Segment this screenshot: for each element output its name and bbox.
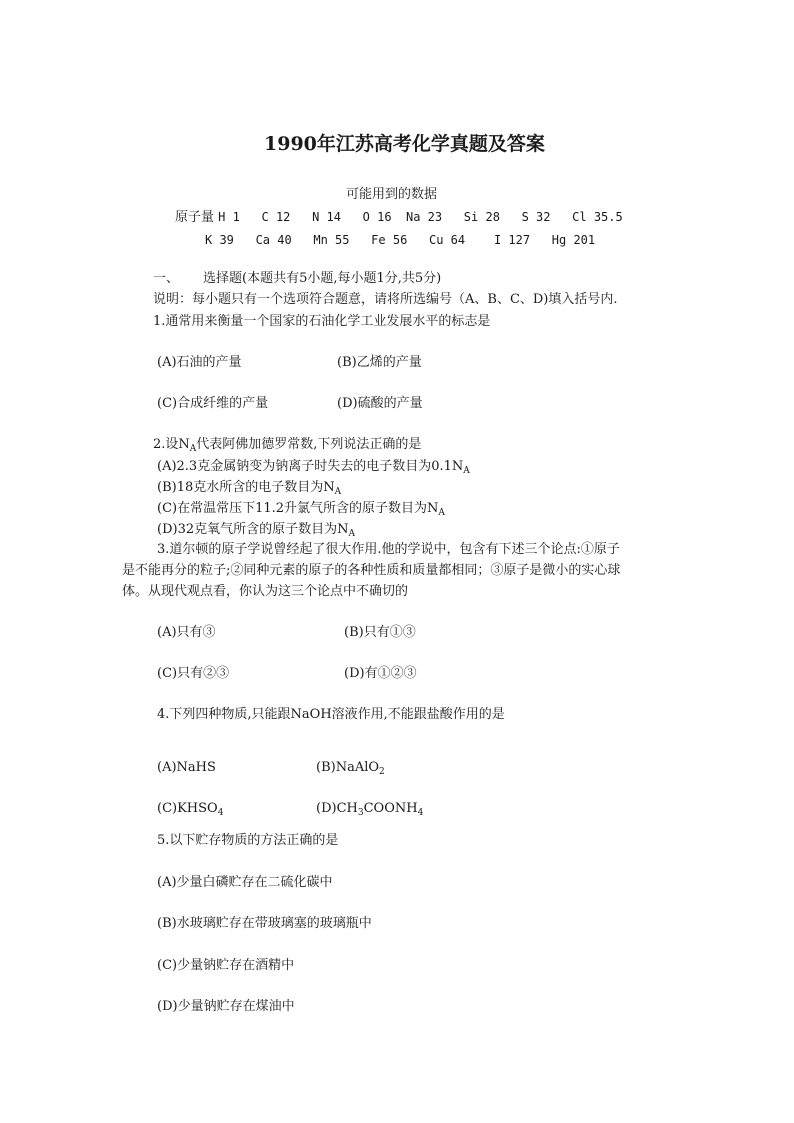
q2-option-b bbox=[157, 479, 341, 497]
q3-stem-line-3: 体。从现代观点看，你认为这三个论点中不确切的 bbox=[122, 584, 409, 599]
q2-stem-subscript: A bbox=[189, 444, 197, 454]
q3-stem-line-2: 是不能再分的粒子;②同种元素的原子的各种性质和质量都相同；③原子是微小的实心球 bbox=[122, 563, 621, 578]
section-note: 说明：每小题只有一个选项符合题意，请将所选编号（A、B、C、D)填入括号内. bbox=[153, 292, 618, 307]
q4-option-d-subscript-2: 4 bbox=[417, 808, 424, 818]
q5-stem: 5.以下贮存物质的方法正确的是 bbox=[157, 833, 339, 848]
data-header: 可能用到的数据 bbox=[346, 187, 438, 202]
q4-option-d-subscript-1: 3 bbox=[357, 808, 364, 818]
q3-option-d: (D)有①②③ bbox=[344, 666, 417, 681]
page-title: 1990年江苏高考化学真题及答案 bbox=[264, 133, 545, 155]
q4-option-d-text: (D)CH bbox=[316, 801, 358, 816]
q2-option-b-text: (B)18克水所含的电子数目为N bbox=[157, 480, 335, 495]
q2-option-a-text: (A)2.3克金属钠变为钠离子时失去的电子数目为0.1N bbox=[157, 459, 464, 474]
atomic-weight-values-1: H 1 C 12 N 14 O 16 Na 23 Si 28 S 32 Cl 35.5 bbox=[218, 210, 623, 224]
q2-option-a-subscript: A bbox=[463, 466, 470, 476]
q4-option-c bbox=[157, 800, 223, 818]
q2-option-d-subscript: A bbox=[348, 529, 355, 539]
q2-option-c-text: (C)在常温常压下11.2升氯气所含的原子数目为N bbox=[157, 501, 439, 516]
q3-option-b: (B)只有①③ bbox=[344, 625, 416, 640]
q1-option-d: (D)硫酸的产量 bbox=[337, 396, 423, 411]
q4-stem: 4.下列四种物质,只能跟NaOH溶液作用,不能跟盐酸作用的是 bbox=[157, 707, 505, 722]
q5-option-d: (D)少量钠贮存在煤油中 bbox=[157, 999, 295, 1014]
q3-option-a: (A)只有③ bbox=[157, 625, 216, 640]
q2-option-d bbox=[157, 521, 355, 539]
q5-option-b: (B)水玻璃贮存在带玻璃塞的玻璃瓶中 bbox=[157, 916, 372, 931]
q2-stem-text-end: 代表阿佛加德罗常数,下列说法正确的是 bbox=[196, 437, 422, 452]
q3-stem-line-1: 3.道尔顿的原子学说曾经起了很大作用.他的学说中，包含有下述三个论点:①原子 bbox=[157, 542, 620, 557]
q4-option-c-text: (C)KHSO bbox=[157, 801, 218, 816]
q5-option-a: (A)少量白磷贮存在二硫化碳中 bbox=[157, 875, 333, 890]
q1-option-c: (C)合成纤维的产量 bbox=[157, 396, 269, 411]
q4-option-b-text: (B)NaAlO bbox=[316, 760, 380, 775]
atomic-weight-label: 原子量 bbox=[175, 210, 215, 225]
q2-stem-text: 2.设N bbox=[153, 437, 190, 452]
q2-stem bbox=[153, 436, 421, 454]
q2-option-a bbox=[157, 458, 470, 476]
q4-option-b-subscript: 2 bbox=[379, 767, 385, 777]
q4-option-a: (A)NaHS bbox=[157, 760, 216, 775]
q4-option-c-subscript: 4 bbox=[217, 808, 224, 818]
q3-option-c: (C)只有②③ bbox=[157, 666, 230, 681]
q4-option-d bbox=[316, 800, 423, 818]
q1-stem: 1.通常用来衡量一个国家的石油化学工业发展水平的标志是 bbox=[153, 314, 491, 329]
q2-option-c bbox=[157, 500, 445, 518]
q2-option-d-text: (D)32克氧气所含的原子数目为N bbox=[157, 522, 349, 537]
q1-option-a: (A)石油的产量 bbox=[157, 355, 242, 370]
q1-option-b: (B)乙烯的产量 bbox=[337, 355, 422, 370]
q4-option-d-text-mid: COONH bbox=[363, 801, 418, 816]
q2-option-c-subscript: A bbox=[438, 508, 445, 518]
q2-option-b-subscript: A bbox=[334, 487, 342, 497]
atomic-weight-values-2: K 39 Ca 40 Mn 55 Fe 56 Cu 64 I 127 Hg 201 bbox=[205, 233, 596, 247]
section-title: 选择题(本题共有5小题,每小题1分,共5分) bbox=[203, 271, 442, 286]
q5-option-c: (C)少量钠贮存在酒精中 bbox=[157, 958, 295, 973]
atomic-weight-row-1 bbox=[175, 208, 623, 227]
q4-option-b bbox=[316, 759, 385, 777]
section-number: 一、 bbox=[153, 271, 180, 286]
